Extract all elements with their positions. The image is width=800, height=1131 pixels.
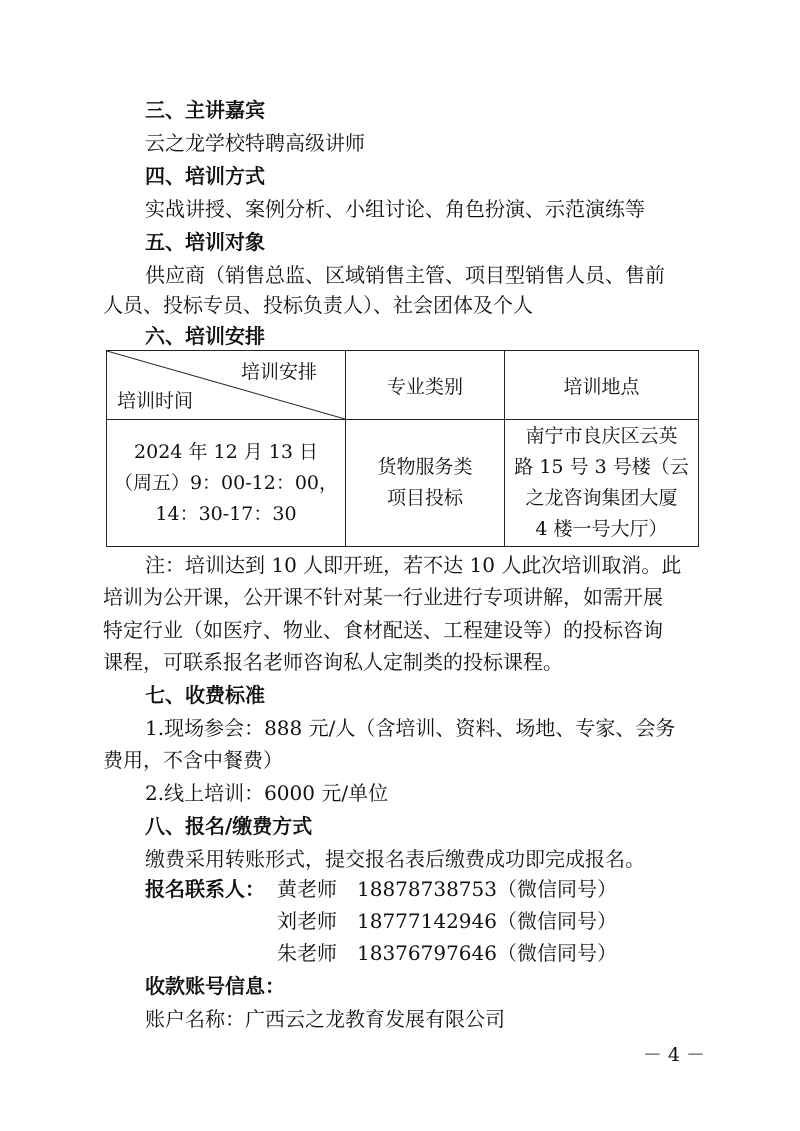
schedule-table: [106, 350, 699, 547]
category-line: 货物服务类: [377, 456, 473, 478]
time-line: 2024 年 12 月 13 日: [134, 440, 318, 463]
section-7-title: 七、收费标准: [145, 683, 265, 707]
header-location: 培训地点: [505, 351, 699, 420]
section-5-body-line2: 人员、投标专员、投标负责人）、社会团体及个人: [103, 293, 533, 317]
contact-item: 黄老师 18878738753（微信同号）: [277, 877, 617, 901]
location-line: 4 楼一号大厅）: [535, 518, 668, 540]
header-arrangement: 培训安排: [240, 361, 317, 383]
fee-item2: 2.线上培训：6000 元/单位: [145, 781, 389, 805]
table-header-row: [107, 351, 699, 420]
header-time: 培训时间: [117, 390, 194, 412]
time-line: 14：30-17：30: [155, 502, 297, 525]
cell-time: [107, 420, 346, 547]
note-line3: 特定行业（如医疗、物业、食材配送、工程建设等）的投标咨询: [103, 618, 663, 642]
page-number: － 4 －: [642, 1044, 705, 1066]
location-line: 之龙咨询集团大厦: [525, 487, 678, 509]
account-title: 收款账号信息：: [145, 974, 285, 998]
location-line: 南宁市良庆区云英: [525, 425, 678, 447]
section-5-title: 五、培训对象: [145, 230, 265, 254]
account-name: 账户名称：广西云之龙教育发展有限公司: [145, 1007, 505, 1031]
note-line1: 注：培训达到 10 人即开班，若不达 10 人此次培训取消。此: [145, 553, 682, 577]
contact-item: 朱老师 18376797646（微信同号）: [277, 941, 617, 965]
diagonal-header-cell: [107, 351, 346, 420]
section-3-body: 云之龙学校特聘高级讲师: [145, 131, 365, 155]
section-8-title: 八、报名/缴费方式: [145, 814, 313, 838]
section-3-title: 三、主讲嘉宾: [145, 98, 265, 122]
fee-item1-line1: 1.现场参会：888 元/人（含培训、资料、场地、专家、会务: [145, 716, 676, 740]
table-row: [107, 420, 699, 547]
contact-label: 报名联系人：: [145, 877, 265, 901]
header-category: 专业类别: [346, 351, 505, 420]
cell-category: [346, 420, 505, 547]
category-line: 项目投标: [386, 487, 463, 509]
cell-location: [505, 420, 699, 547]
registration-body: 缴费采用转账形式，提交报名表后缴费成功即完成报名。: [145, 847, 645, 871]
location-line: 路 15 号 3 号楼（云: [514, 456, 689, 478]
contact-item: 刘老师 18777142946（微信同号）: [277, 909, 617, 933]
fee-item1-line2: 费用，不含中餐费）: [103, 748, 283, 772]
time-line: （周五）9：00-12：00，: [113, 471, 339, 494]
note-line2: 培训为公开课，公开课不针对某一行业进行专项讲解，如需开展: [103, 585, 663, 609]
section-6-title: 六、培训安排: [145, 324, 265, 348]
section-4-body: 实战讲授、案例分析、小组讨论、角色扮演、示范演练等: [145, 197, 645, 221]
note-line4: 课程，可联系报名老师咨询私人定制类的投标课程。: [103, 650, 563, 674]
section-4-title: 四、培训方式: [145, 164, 265, 188]
section-5-body-line1: 供应商（销售总监、区域销售主管、项目型销售人员、售前: [145, 263, 665, 287]
